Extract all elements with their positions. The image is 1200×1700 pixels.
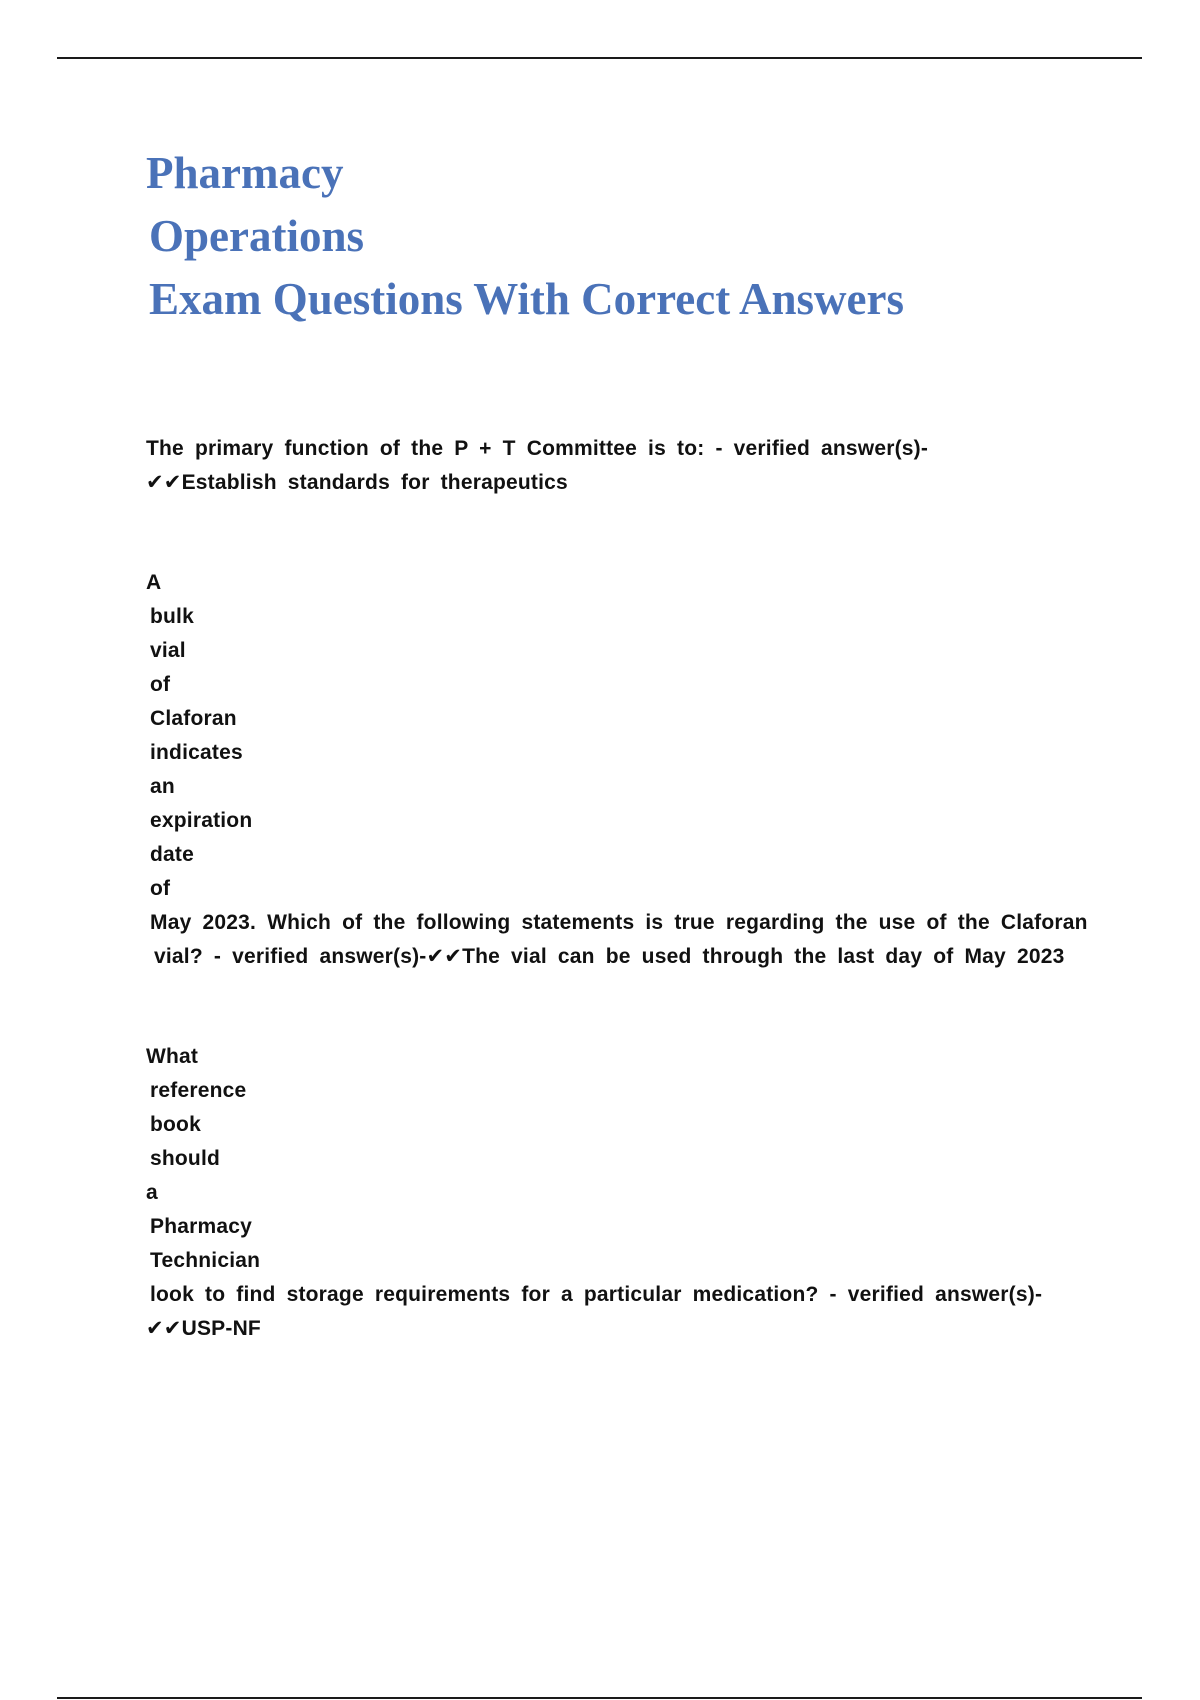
document-title bbox=[146, 142, 904, 331]
question-line: reference bbox=[150, 1079, 247, 1102]
question-block-2 bbox=[146, 566, 1088, 974]
title-line-3: Exam Questions With Correct Answers bbox=[149, 274, 905, 324]
question-line: of bbox=[150, 877, 171, 900]
question-line: indicates bbox=[150, 741, 243, 764]
question-line: A bbox=[146, 571, 162, 594]
title-line-2: Operations bbox=[149, 211, 365, 261]
question-line: of bbox=[150, 673, 171, 696]
question-line: date bbox=[150, 843, 194, 866]
answer-line: ✔✔Establish standards for therapeutics bbox=[146, 471, 568, 494]
question-line: Claforan bbox=[150, 707, 237, 730]
question-line: What bbox=[146, 1045, 199, 1068]
question-line: look to find storage requirements for a particular medication? - verified answer(s)- bbox=[150, 1283, 1043, 1306]
question-block-1 bbox=[146, 432, 928, 500]
question-line: vial bbox=[150, 639, 186, 662]
question-line: an bbox=[150, 775, 175, 798]
answer-line: ✔✔USP-NF bbox=[146, 1317, 261, 1340]
question-line: Technician bbox=[150, 1249, 261, 1272]
top-rule bbox=[57, 57, 1142, 59]
question-line: expiration bbox=[150, 809, 253, 832]
question-line: a bbox=[146, 1181, 158, 1204]
question-line: bulk bbox=[150, 605, 194, 628]
question-line: book bbox=[150, 1113, 201, 1136]
question-block-3 bbox=[146, 1040, 1042, 1346]
title-line-1: Pharmacy bbox=[146, 148, 344, 198]
question-line: should bbox=[150, 1147, 221, 1170]
question-line: Pharmacy bbox=[150, 1215, 252, 1238]
question-line: The primary function of the P + T Committee is to: - verified answer(s)- bbox=[146, 437, 929, 460]
question-line: May 2023. Which of the following statements is true regarding the use of the Claforan bbox=[150, 911, 1088, 934]
bottom-rule bbox=[57, 1697, 1142, 1699]
answer-line: vial? - verified answer(s)-✔✔The vial can be used through the last day of May 2023 bbox=[154, 945, 1065, 968]
